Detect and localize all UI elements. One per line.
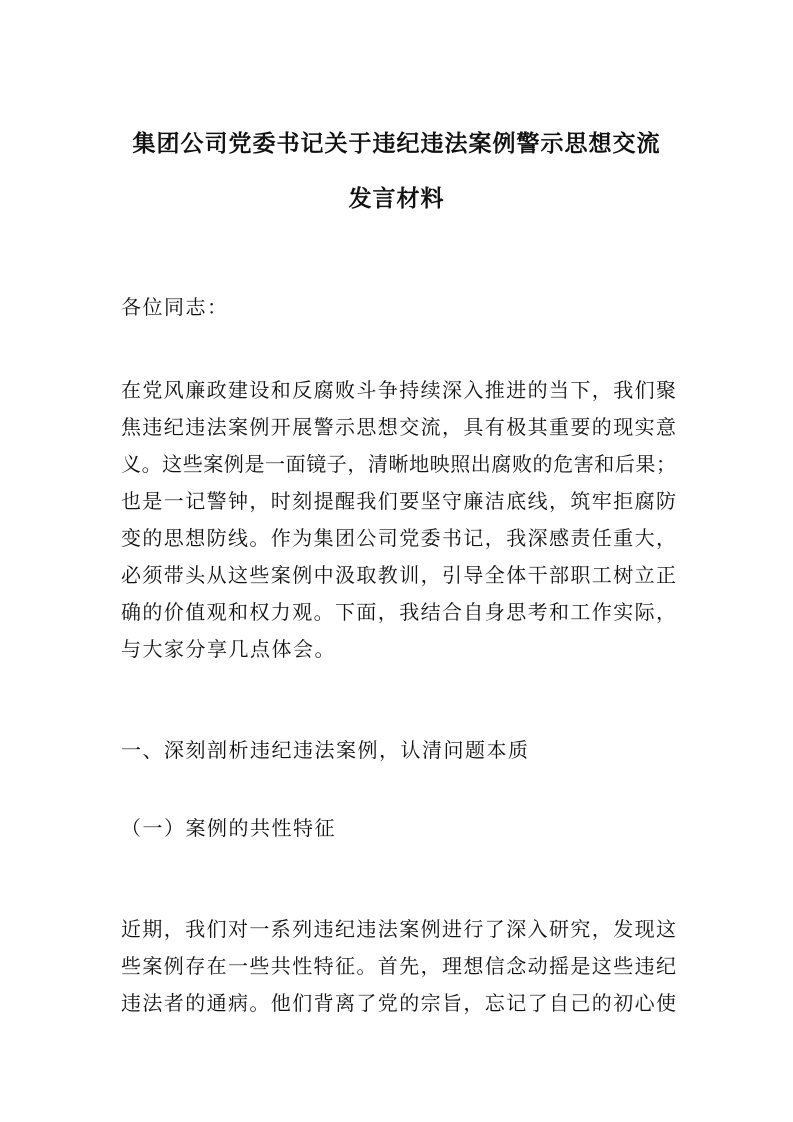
paragraph-line: 确的价值观和权力观。下面，我结合自身思考和工作实际， bbox=[121, 600, 676, 624]
paragraph-line: 焦违纪违法案例开展警示思想交流，具有极其重要的现实意 bbox=[121, 415, 676, 439]
paragraph-line: 在党风廉政建设和反腐败斗争持续深入推进的当下，我们聚 bbox=[121, 378, 676, 402]
subsection-heading-1: （一）案例的共性特征 bbox=[121, 816, 336, 840]
paragraph-line: 必须带头从这些案例中汲取教训，引导全体干部职工树立正 bbox=[121, 563, 676, 587]
paragraph-line: 也是一记警钟，时刻提醒我们要坚守廉洁底线，筑牢拒腐防 bbox=[121, 489, 676, 513]
paragraph-line: 些案例存在一些共性特征。首先，理想信念动摇是这些违纪 bbox=[121, 954, 676, 978]
section-heading-1: 一、深刻剖析违纪违法案例，认清问题本质 bbox=[121, 738, 530, 762]
paragraph-line: 义。这些案例是一面镜子，清晰地映照出腐败的危害和后果； bbox=[121, 452, 676, 476]
document-title-line-2: 发言材料 bbox=[348, 185, 445, 212]
paragraph-line: 违法者的通病。他们背离了党的宗旨，忘记了自己的初心使 bbox=[121, 991, 676, 1015]
greeting: 各位同志： bbox=[121, 295, 229, 319]
paragraph-line: 近期，我们对一系列违纪违法案例进行了深入研究，发现这 bbox=[121, 917, 676, 941]
document-title-line-1: 集团公司党委书记关于违纪违法案例警示思想交流 bbox=[132, 130, 661, 157]
paragraph-line: 变的思想防线。作为集团公司党委书记，我深感责任重大， bbox=[121, 526, 676, 550]
paragraph-line: 与大家分享几点体会。 bbox=[121, 637, 336, 661]
